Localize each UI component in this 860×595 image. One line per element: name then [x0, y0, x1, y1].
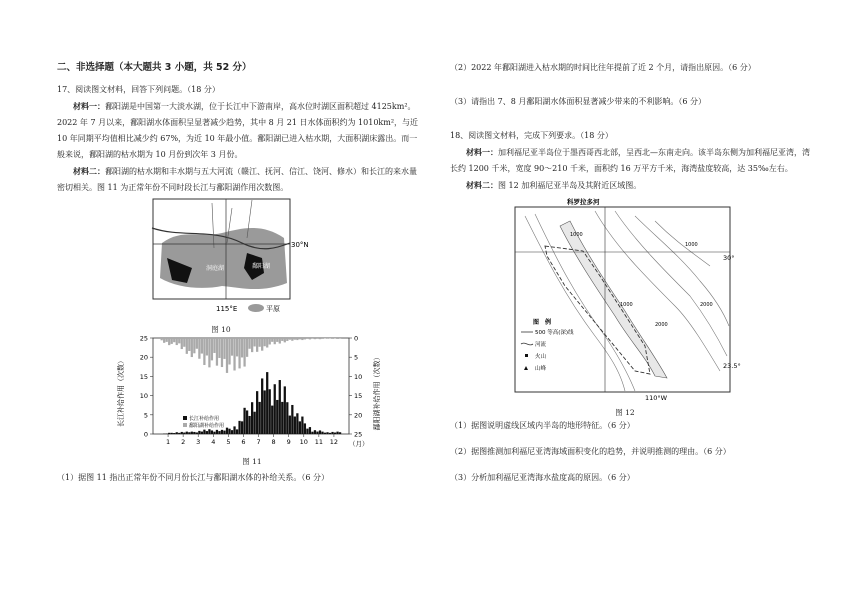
x-tick-label: 3: [196, 438, 201, 446]
legend-contour: 500 等高(深)线: [535, 330, 574, 336]
yangtze-bar: [208, 429, 210, 434]
poyang-bar: [291, 338, 293, 341]
poyang-bar: [254, 338, 256, 346]
lon-110-label: 110°W: [645, 394, 668, 402]
lat-23-label: 23.5°: [723, 362, 741, 370]
yangtze-bar: [279, 380, 281, 434]
yangtze-bar: [296, 413, 298, 434]
poyang-bar: [201, 338, 203, 354]
poyang-bar: [218, 338, 220, 358]
q18-material1: [450, 144, 810, 177]
q18-heading: 18、阅读图文材料，完成下列要求。（18 分）: [450, 131, 613, 140]
q17-m2-text: 鄱阳湖的枯水期和丰水期与五大河流（赣江、抚河、信江、饶河、修水）和长江的来水量密切相关。图 11 为正常年份不同时段长江与鄱阳湖作用次数图。: [57, 167, 417, 192]
poyang-bar: [173, 338, 175, 342]
poyang-bar: [176, 338, 178, 345]
figure-11: [117, 332, 387, 466]
figure-12-caption: 图 12: [615, 408, 635, 417]
x-tick-label: 7: [256, 438, 261, 446]
poyang-bar: [281, 338, 283, 341]
chart11-xunit: （月）: [349, 440, 369, 448]
q18-m2-text: 图 12 加利福尼亚半岛及其附近区域图。: [498, 181, 642, 190]
yangtze-bar: [276, 400, 278, 434]
yangtze-bar: [243, 408, 245, 434]
poyang-bar: [309, 338, 311, 339]
yangtze-bar: [203, 430, 205, 434]
poyang-bar: [193, 338, 195, 353]
yangtze-bar: [223, 431, 225, 434]
yangtze-bar: [274, 384, 276, 434]
colorado-river-label: 科罗拉多河: [567, 198, 600, 206]
chart11-ylabel-right: 鄱阳湖补给作用（次数）: [373, 353, 381, 431]
contour-label-5: 1000: [570, 232, 583, 238]
poyang-bar: [264, 338, 266, 346]
q18-m1-label: 材料一：: [466, 147, 498, 157]
figure-11-caption: 图 11: [242, 457, 262, 466]
poyang-bar: [183, 338, 185, 347]
chart11-ylabel-left: 长江补给作用（次数）: [117, 357, 125, 427]
yangtze-bar: [213, 432, 215, 434]
contour-label-4: 2000: [700, 302, 713, 308]
poyang-bar: [294, 338, 296, 340]
yangtze-bar: [266, 372, 268, 434]
yangtze-bar: [168, 433, 170, 434]
q17-m1-label: 材料一：: [73, 101, 105, 111]
lon-115-label: 115°E: [216, 305, 238, 313]
yangtze-bar: [178, 433, 180, 434]
x-tick-label: 5: [226, 438, 231, 446]
poyang-bar: [248, 338, 250, 349]
q17-sub3: （3）请指出 7、8 月鄱阳湖水体面积显著减少带来的不利影响。（6 分）: [450, 97, 706, 106]
x-tick-label: 10: [299, 438, 308, 446]
yangtze-bar: [294, 416, 296, 434]
yangtze-bar: [334, 433, 336, 434]
chart-11: [117, 332, 387, 450]
contour-label-1: 1000: [620, 302, 633, 308]
yangtze-bar: [248, 416, 250, 434]
right-tick-label: 0: [354, 334, 359, 343]
poyang-bar: [336, 338, 338, 339]
yangtze-bar: [218, 431, 220, 434]
yangtze-bar: [319, 430, 321, 434]
yangtze-bar: [301, 417, 303, 434]
yangtze-bar: [269, 389, 271, 434]
right-tick-label: 15: [354, 392, 363, 401]
yangtze-bar: [259, 402, 261, 434]
left-tick-label: 20: [139, 353, 148, 362]
x-tick-label: 4: [211, 438, 216, 446]
poyang-bar: [226, 338, 228, 373]
figure-12: [505, 196, 755, 418]
q18-m1-text: 加利福尼亚半岛位于墨西哥西北部，呈西北—东南走向。该半岛东侧为加利福尼亚湾，湾长约 1200 千米，宽度 90～210 千米，面积约 16 万平方千米，海湾盐度较高，达 35‰左右。: [450, 148, 810, 173]
poyang-bar: [236, 338, 238, 356]
yangtze-bar: [193, 432, 195, 434]
yangtze-bar: [186, 432, 188, 434]
figure-10-caption: 图 10: [211, 325, 231, 334]
right-tick-label: 25: [354, 430, 363, 439]
q17-sub1: （1）据图 11 指出正常年份不同月份长江与鄱阳湖水体的补给关系。（6 分）: [57, 473, 329, 482]
yangtze-bar: [206, 431, 208, 434]
poyang-bar: [223, 338, 225, 359]
yangtze-bar: [183, 433, 185, 434]
yangtze-bar: [236, 429, 238, 434]
poyang-bar: [279, 338, 281, 344]
yangtze-bar: [211, 430, 213, 434]
poyang-bar: [203, 338, 205, 365]
poyang-bar: [326, 338, 328, 339]
yangtze-bar: [241, 421, 243, 434]
yangtze-bar: [246, 410, 248, 434]
poyang-bar: [319, 338, 321, 339]
yangtze-bar: [309, 427, 311, 434]
poyang-bar: [301, 338, 303, 340]
legend-title: 图 例: [533, 319, 552, 326]
poyang-bar: [271, 338, 273, 342]
poyang-bar: [241, 338, 243, 357]
q18-sub2: （2）据图推测加利福尼亚湾海域面积变化的趋势，并说明推测的理由。（6 分）: [450, 447, 731, 456]
right-tick-label: 10: [354, 372, 363, 381]
section-title: 二、非选择题（本大题共 3 小题，共 52 分）: [57, 62, 252, 73]
yangtze-bar: [221, 430, 223, 434]
plain-legend-label: 平原: [266, 305, 280, 313]
poyang-bar: [186, 338, 188, 354]
left-tick-label: 0: [143, 430, 148, 439]
poyang-bar: [311, 338, 313, 339]
poyang-bar: [206, 338, 208, 356]
x-tick-label: 2: [181, 438, 186, 446]
q18-material2: [450, 177, 810, 194]
yangtze-bar: [173, 433, 175, 434]
yangtze-bar: [226, 428, 228, 434]
lat-30-label: 30°N: [291, 241, 309, 249]
left-column: [57, 60, 422, 486]
poyang-bar: [213, 338, 215, 353]
poyang-bar: [284, 338, 286, 342]
poyang-bar: [188, 338, 190, 351]
poyang-bar: [178, 338, 180, 343]
yangtze-bar: [216, 430, 218, 434]
yangtze-bar: [336, 432, 338, 434]
poyang-bar: [306, 338, 308, 339]
q17-sub2: （2）2022 年鄱阳湖进入枯水期的时间比往年提前了近 2 个月，请指出原因。（6 分）: [450, 63, 756, 72]
lat-30-label: 30°: [723, 254, 735, 262]
yangtze-bar: [306, 429, 308, 434]
yangtze-bar: [291, 405, 293, 434]
poyang-bar: [251, 338, 253, 352]
volcano-legend-icon: [525, 354, 528, 357]
yangtze-bar: [196, 432, 198, 434]
q18-sub3: （3）分析加利福尼亚湾海水盐度高的原因。（6 分）: [450, 473, 635, 482]
x-tick-label: 9: [286, 438, 291, 446]
poyang-bar: [331, 338, 333, 339]
poyang-bar: [168, 338, 170, 345]
poyang-bar: [231, 338, 233, 356]
contour-label-2: 2000: [655, 322, 668, 328]
poyang-bar: [233, 338, 235, 370]
left-tick-label: 10: [139, 392, 148, 401]
left-tick-label: 25: [139, 334, 148, 343]
q18-m2-label: 材料二：: [466, 180, 498, 190]
yangtze-bar: [289, 416, 291, 434]
legend-swatch-poyang: [183, 423, 187, 427]
yangtze-bar: [331, 432, 333, 434]
x-tick-label: 1: [166, 438, 171, 446]
poyang-bar: [238, 338, 240, 368]
yangtze-bar: [201, 432, 203, 434]
poyang-bar: [163, 338, 165, 343]
poyang-bar: [221, 338, 223, 367]
yangtze-bar: [191, 432, 193, 434]
yangtze-bar: [233, 426, 235, 434]
legend-label-yangtze: 长江补给作用: [189, 416, 220, 422]
yangtze-bar: [314, 430, 316, 434]
q18-sub1: （1）据图说明虚线区域内半岛的地形特征。（6 分）: [450, 421, 635, 430]
poyang-bar: [266, 338, 268, 348]
yangtze-bar: [286, 402, 288, 434]
yangtze-bar: [281, 402, 283, 434]
q17-heading: 17、阅读图文材料，回答下列问题。（18 分）: [57, 85, 220, 94]
yangtze-bar: [284, 386, 286, 434]
poyang-bar: [243, 338, 245, 367]
poyang-bar: [259, 338, 261, 347]
yangtze-bar: [329, 433, 331, 434]
poyang-bar: [314, 338, 316, 339]
yangtze-bar: [228, 429, 230, 434]
yangtze-bar: [321, 432, 323, 434]
right-tick-label: 5: [354, 353, 359, 362]
x-tick-label: 11: [314, 438, 323, 446]
x-tick-label: 12: [329, 438, 339, 446]
legend-peak: 山峰: [535, 366, 547, 372]
lake-dongting-label: 洞庭湖: [206, 265, 225, 272]
poyang-bar: [261, 338, 263, 351]
map-12: [505, 196, 745, 401]
yangtze-bar: [254, 412, 256, 434]
poyang-bar: [299, 338, 301, 339]
left-tick-label: 5: [143, 411, 148, 420]
yangtze-bar: [326, 432, 328, 434]
poyang-bar: [211, 338, 213, 360]
poyang-bar: [316, 338, 318, 339]
poyang-bar: [198, 338, 200, 359]
poyang-bar: [274, 338, 276, 344]
x-tick-label: 6: [241, 438, 246, 446]
poyang-bar: [191, 338, 193, 357]
legend-label-poyang: 鄱阳湖补给作用: [189, 423, 225, 429]
yangtze-bar: [271, 406, 273, 434]
yangtze-bar: [339, 432, 341, 434]
yangtze-bar: [256, 391, 258, 434]
poyang-bar: [286, 338, 288, 341]
poyang-bar: [246, 338, 248, 357]
poyang-bar: [321, 338, 323, 339]
yangtze-bar: [299, 421, 301, 434]
yangtze-bar: [324, 433, 326, 434]
poyang-bar: [256, 338, 258, 352]
right-column: [450, 60, 810, 486]
yangtze-bar: [238, 421, 240, 434]
poyang-bar: [171, 338, 173, 344]
yangtze-bar: [316, 432, 318, 434]
q17-material1: [57, 98, 422, 163]
poyang-bar: [289, 338, 291, 340]
poyang-bar: [339, 338, 341, 339]
yangtze-bar: [251, 402, 253, 434]
q17-m1-text: 鄱阳湖是中国第一大淡水湖，位于长江中下游南岸，高水位时湖区面积超过 4125km²。2022 年 7 月以来，鄱阳湖水体面积呈显著减少趋势，其中 8 月 21 日水体面积约为 1010km²，与近 10 年同期平均值相比减少约 67%，为近 10 年最小值。鄱阳湖已进入枯水期，大面积湖床露出。而一般来说，鄱阳湖的枯水期为 10 月份到次年 3 月份。: [57, 102, 419, 159]
poyang-bar: [228, 338, 230, 364]
left-tick-label: 15: [139, 372, 148, 381]
yangtze-bar: [198, 431, 200, 434]
contour-label-3: 1000: [685, 242, 698, 248]
map-10: [152, 198, 309, 318]
yangtze-bar: [231, 430, 233, 434]
right-tick-label: 20: [354, 411, 363, 420]
figure-10: [152, 198, 309, 334]
poyang-bar: [216, 338, 218, 366]
poyang-bar: [196, 338, 198, 349]
yangtze-bar: [261, 378, 263, 434]
yangtze-bar: [304, 423, 306, 434]
poyang-bar: [304, 338, 306, 339]
plain-legend-swatch: [248, 304, 264, 312]
poyang-bar: [161, 338, 163, 340]
yangtze-bar: [264, 390, 266, 434]
poyang-bar: [208, 338, 210, 367]
yangtze-bar: [176, 432, 178, 434]
poyang-bar: [276, 338, 278, 342]
poyang-bar: [181, 338, 183, 349]
lake-poyang-label: 鄱阳湖: [252, 263, 271, 270]
poyang-bar: [166, 338, 168, 342]
x-tick-label: 8: [271, 438, 276, 446]
legend-river: 河流: [535, 342, 547, 348]
yangtze-bar: [181, 432, 183, 434]
legend-swatch-yangtze: [183, 416, 187, 420]
poyang-bar: [296, 338, 298, 340]
q17-m2-label: 材料二：: [73, 166, 105, 176]
poyang-bar: [334, 338, 336, 339]
yangtze-bar: [171, 433, 173, 434]
yangtze-bar: [311, 432, 313, 434]
legend-volcano: 火山: [535, 354, 547, 360]
q17-material2: [57, 163, 422, 196]
yangtze-bar: [188, 432, 190, 434]
poyang-bar: [269, 338, 271, 344]
